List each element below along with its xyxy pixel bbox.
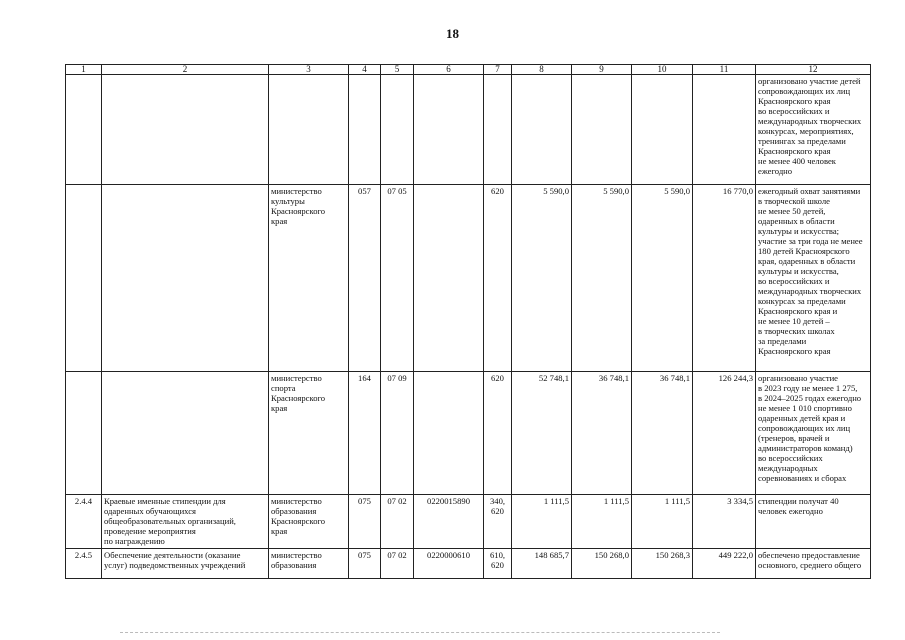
cell-grbs: 075 bbox=[349, 495, 381, 549]
cell-total: 449 222,0 bbox=[693, 549, 756, 579]
col-header: 3 bbox=[269, 65, 349, 75]
col-header: 1 bbox=[66, 65, 102, 75]
cell-executor: министерство образования Красноярского края bbox=[269, 495, 349, 549]
cell-grbs bbox=[349, 75, 381, 185]
col-header: 4 bbox=[349, 65, 381, 75]
cell-csr bbox=[414, 185, 484, 372]
table-row bbox=[66, 185, 871, 372]
cell-y1: 52 748,1 bbox=[512, 372, 572, 495]
col-header: 10 bbox=[632, 65, 693, 75]
cell-total: 16 770,0 bbox=[693, 185, 756, 372]
col-header: 7 bbox=[484, 65, 512, 75]
cell-rzpr bbox=[381, 75, 414, 185]
table-row bbox=[66, 495, 871, 549]
cell-total: 3 334,5 bbox=[693, 495, 756, 549]
col-header: 11 bbox=[693, 65, 756, 75]
cell-y2: 5 590,0 bbox=[572, 185, 632, 372]
cell-csr bbox=[414, 372, 484, 495]
col-header: 9 bbox=[572, 65, 632, 75]
cell-num: 2.4.5 bbox=[66, 549, 102, 579]
cell-vr: 620 bbox=[484, 372, 512, 495]
col-header: 8 bbox=[512, 65, 572, 75]
cell-executor bbox=[269, 75, 349, 185]
cell-rzpr: 07 09 bbox=[381, 372, 414, 495]
cell-vr: 340, 620 bbox=[484, 495, 512, 549]
table-row bbox=[66, 372, 871, 495]
cell-total bbox=[693, 75, 756, 185]
cell-csr: 0220015890 bbox=[414, 495, 484, 549]
cell-y2: 1 111,5 bbox=[572, 495, 632, 549]
table-row bbox=[66, 75, 871, 185]
cell-rzpr: 07 05 bbox=[381, 185, 414, 372]
cell-y3 bbox=[632, 75, 693, 185]
col-header: 2 bbox=[102, 65, 269, 75]
cell-executor: министерство культуры Красноярского края bbox=[269, 185, 349, 372]
cell-y3: 150 268,3 bbox=[632, 549, 693, 579]
cell-y3: 36 748,1 bbox=[632, 372, 693, 495]
cell-vr: 620 bbox=[484, 185, 512, 372]
table-row bbox=[66, 549, 871, 579]
cell-rzpr: 07 02 bbox=[381, 495, 414, 549]
cell-name: Обеспечение деятельности (оказание услуг) подведомственных учреждений bbox=[102, 549, 269, 579]
cell-vr bbox=[484, 75, 512, 185]
col-header: 12 bbox=[756, 65, 871, 75]
cell-name bbox=[102, 75, 269, 185]
cell-rzpr: 07 02 bbox=[381, 549, 414, 579]
cell-executor: министерство спорта Красноярского края bbox=[269, 372, 349, 495]
cell-csr bbox=[414, 75, 484, 185]
cell-num bbox=[66, 75, 102, 185]
cell-y1: 148 685,7 bbox=[512, 549, 572, 579]
cell-name bbox=[102, 372, 269, 495]
cell-num bbox=[66, 185, 102, 372]
cell-num: 2.4.4 bbox=[66, 495, 102, 549]
cell-result: ежегодный охват занятиями в творческой школе не менее 50 детей, одаренных в области культуры и искусства; участие за три года не менее 180 детей Красноярского края, одаренных в области культуры и искусства, во всероссийских и международных творческих конкурсах за пределами Красноярского края и не менее 10 детей – в творческих школах за пределами Красноярского края bbox=[756, 185, 871, 372]
cell-y3: 1 111,5 bbox=[632, 495, 693, 549]
cell-y1 bbox=[512, 75, 572, 185]
page-edge-divider bbox=[120, 632, 720, 633]
cell-y2: 36 748,1 bbox=[572, 372, 632, 495]
cell-result: стипендии получат 40 человек ежегодно bbox=[756, 495, 871, 549]
cell-name bbox=[102, 185, 269, 372]
cell-total: 126 244,3 bbox=[693, 372, 756, 495]
budget-table bbox=[65, 64, 871, 579]
cell-num bbox=[66, 372, 102, 495]
cell-y3: 5 590,0 bbox=[632, 185, 693, 372]
cell-y2: 150 268,0 bbox=[572, 549, 632, 579]
cell-name: Краевые именные стипендии для одаренных обучающихся общеобразовательных организаций, проведение мероприятия по награждению bbox=[102, 495, 269, 549]
cell-grbs: 057 bbox=[349, 185, 381, 372]
cell-result: организовано участие детей сопровождающих их лиц Красноярского края во всероссийских и международных творческих конкурсах, мероприятиях, тренингах за пределами Красноярского края не менее 400 человек ежегодно bbox=[756, 75, 871, 185]
header-row bbox=[66, 65, 871, 75]
page-number: 18 bbox=[446, 26, 459, 41]
cell-y1: 1 111,5 bbox=[512, 495, 572, 549]
cell-y1: 5 590,0 bbox=[512, 185, 572, 372]
cell-csr: 0220000610 bbox=[414, 549, 484, 579]
col-header: 5 bbox=[381, 65, 414, 75]
cell-vr: 610, 620 bbox=[484, 549, 512, 579]
cell-result: организовано участие в 2023 году не менее 1 275, в 2024–2025 годах ежегодно не менее 1 010 спортивно одаренных детей края и сопровождающих их лиц (тренеров, врачей и администраторов команд) во всероссийских международных соревнованиях и сборах bbox=[756, 372, 871, 495]
col-header: 6 bbox=[414, 65, 484, 75]
cell-y2 bbox=[572, 75, 632, 185]
cell-result: обеспечено предоставление основного, среднего общего bbox=[756, 549, 871, 579]
cell-executor: министерство образования bbox=[269, 549, 349, 579]
cell-grbs: 164 bbox=[349, 372, 381, 495]
cell-grbs: 075 bbox=[349, 549, 381, 579]
